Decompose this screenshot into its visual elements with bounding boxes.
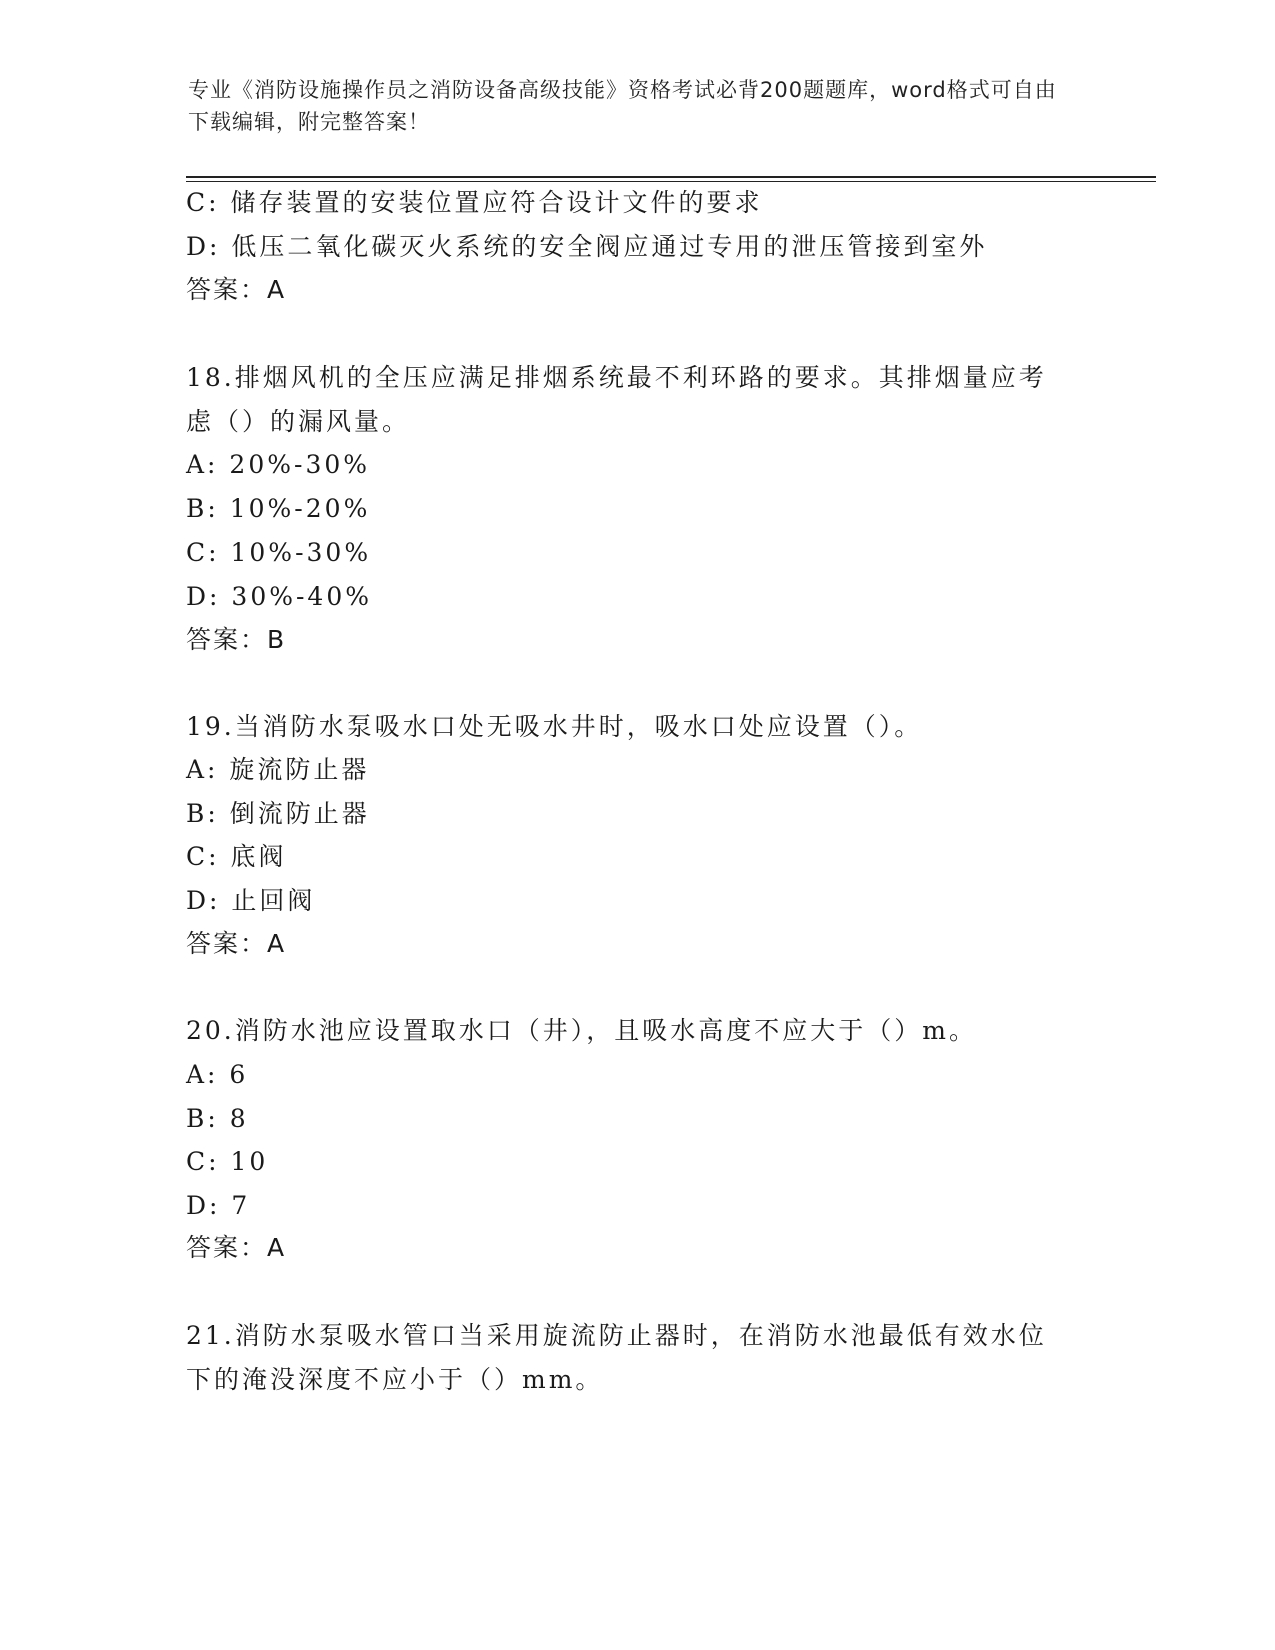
- option-d: D: 止回阀: [186, 886, 316, 915]
- option-c: C: 储存装置的安装位置应符合设计文件的要求: [186, 188, 763, 217]
- option-d: D: 低压二氧化碳灭火系统的安全阀应通过专用的泄压管接到室外: [186, 232, 988, 261]
- question-18-stem: 18.排烟风机的全压应满足排烟系统最不利环路的要求。其排烟量应考: [186, 363, 1047, 392]
- option-a: A: 6: [186, 1060, 249, 1089]
- answer-label: 答案：A: [186, 929, 287, 958]
- answer-label: 答案：A: [186, 275, 287, 304]
- question-21-stem-cont: 下的淹没深度不应小于（）mm。: [186, 1365, 604, 1394]
- option-d: D: 7: [186, 1191, 251, 1220]
- header-rule-thick: [186, 176, 1156, 178]
- question-18-stem-cont: 虑（）的漏风量。: [186, 407, 411, 436]
- option-c: C: 10%-30%: [186, 538, 372, 567]
- option-b: B: 倒流防止器: [186, 799, 370, 828]
- answer-label: 答案：A: [186, 1233, 287, 1262]
- answer-label: 答案：B: [186, 625, 287, 654]
- question-21-stem: 21.消防水泵吸水管口当采用旋流防止器时，在消防水池最低有效水位: [186, 1321, 1047, 1350]
- option-c: C: 10: [186, 1147, 269, 1176]
- question-19-stem: 19.当消防水泵吸水口处无吸水井时，吸水口处应设置（）。: [186, 712, 923, 741]
- document-header: 专业《消防设施操作员之消防设备高级技能》资格考试必背200题题库，word格式可自由下载编辑，附完整答案！: [188, 78, 1057, 134]
- option-c: C: 底阀: [186, 842, 287, 871]
- question-20-stem: 20.消防水池应设置取水口（井），且吸水高度不应大于（）m。: [186, 1016, 977, 1045]
- option-a: A: 旋流防止器: [186, 755, 370, 784]
- option-d: D: 30%-40%: [186, 582, 372, 611]
- option-b: B: 10%-20%: [186, 494, 371, 523]
- header-rule-thin: [186, 181, 1156, 182]
- option-b: B: 8: [186, 1104, 249, 1133]
- option-a: A: 20%-30%: [186, 450, 371, 479]
